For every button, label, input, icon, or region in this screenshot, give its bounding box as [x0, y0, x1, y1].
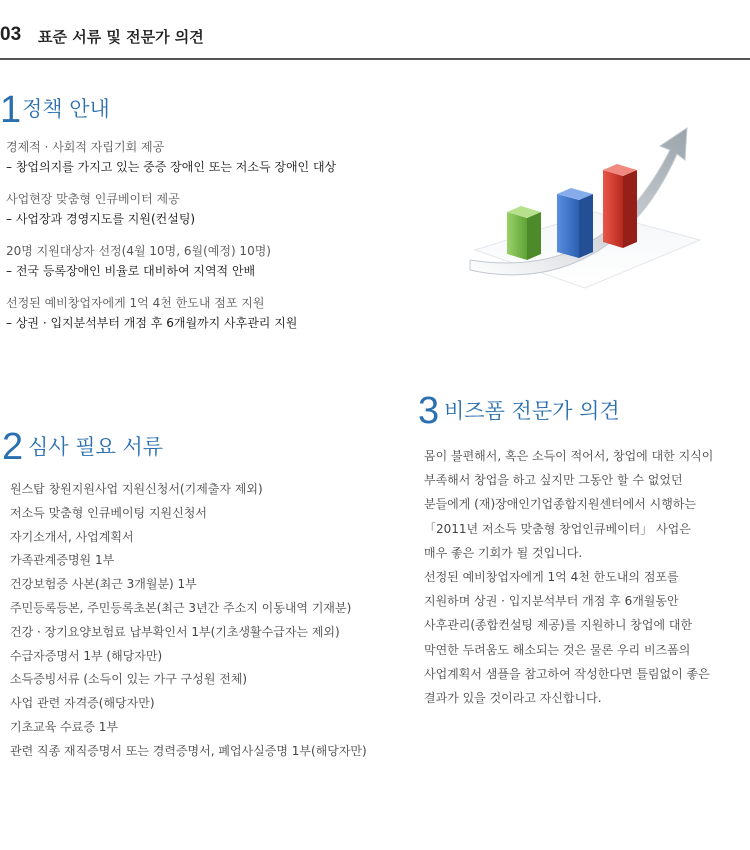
document-item: 수급자증명서 1부 (해당자만)	[10, 648, 163, 663]
header-number: 03	[0, 24, 22, 45]
section2-number: 2	[2, 426, 24, 468]
policy-item-detail: – 창업의지를 가지고 있는 중증 장애인 또는 저소득 장애인 대상	[6, 160, 337, 174]
opinion-line: 「2011년 저소득 맞춤형 창업인큐베이터」 사업은	[424, 521, 691, 536]
opinion-line: 결과가 있을 것이라고 자신합니다.	[424, 691, 602, 706]
opinion-line: 부족해서 창업을 하고 싶지만 그동안 할 수 없었던	[424, 473, 683, 488]
growth-chart-illustration	[465, 120, 705, 295]
section2-title: 심사 필요 서류	[28, 435, 164, 459]
section1-number: 1	[0, 89, 22, 131]
opinion-line: 몸이 불편해서, 혹은 소득이 적어서, 창업에 대한 지식이	[424, 449, 714, 463]
expert-opinion-text	[424, 444, 744, 710]
policy-list	[6, 137, 426, 345]
section3-title: 비즈폼 전문가 의견	[444, 399, 620, 423]
policy-item	[6, 189, 426, 229]
document-item: 자기소개서, 사업계획서	[10, 529, 134, 544]
growth-arrow-icon	[465, 120, 705, 295]
policy-item-detail: – 상권 · 입지분석부터 개점 후 6개월까지 사후관리 지원	[6, 316, 298, 330]
page-header	[0, 0, 750, 60]
opinion-line: 분들에게 (재)장애인기업종합지원센터에서 시행하는	[424, 497, 697, 512]
policy-item-head: 선정된 예비창업자에게 1억 4천 한도내 점포 지원	[6, 296, 265, 310]
policy-item	[6, 137, 426, 177]
policy-item-detail: – 사업장과 경영지도를 지원(컨설팅)	[6, 212, 196, 226]
policy-item-head: 20명 지원대상자 선정(4월 10명, 6월(예정) 10명)	[6, 244, 271, 258]
document-item: 원스탑 창원지원사업 지원신청서(기제출자 제외)	[10, 482, 263, 496]
document-item: 건강보험증 사본(최근 3개월분) 1부	[10, 577, 197, 592]
policy-item	[6, 241, 426, 281]
document-item: 기초교육 수료증 1부	[10, 719, 119, 734]
document-item: 소득증빙서류 (소득이 있는 가구 구성원 전체)	[10, 672, 248, 687]
opinion-line: 사업계획서 샘플을 참고하여 작성한다면 틀림없이 좋은	[424, 666, 710, 681]
section1-title: 정책 안내	[22, 97, 110, 121]
policy-item-head: 사업현장 맞춤형 인큐베이터 제공	[6, 192, 180, 206]
opinion-line: 지원하며 상권 · 입지분석부터 개점 후 6개월동안	[424, 594, 679, 609]
header-title: 표준 서류 및 전문가 의견	[38, 28, 204, 46]
policy-item-detail: – 전국 등록장애인 비율로 대비하여 지역적 안배	[6, 264, 256, 278]
document-item: 저소득 맞춤형 인큐베이팅 지원신청서	[10, 505, 207, 520]
document-item: 건강 · 장기요양보험료 납부확인서 1부(기초생활수급자는 제외)	[10, 624, 340, 639]
document-item: 주민등록등본, 주민등록초본(최근 3년간 주소지 이동내역 기재분)	[10, 600, 352, 615]
opinion-line: 사후관리(종합컨설팅 제공)를 지원하니 창업에 대한	[424, 618, 693, 633]
document-item: 사업 관련 자격증(해당자만)	[10, 696, 155, 711]
opinion-line: 선정된 예비창업자에게 1억 4천 한도내의 점포를	[424, 570, 679, 585]
policy-item-head: 경제적 · 사회적 자립기회 제공	[6, 140, 165, 154]
document-item: 가족관계증명원 1부	[10, 553, 115, 568]
opinion-line: 매우 좋은 기회가 될 것입니다.	[424, 545, 583, 560]
required-documents-list	[10, 478, 410, 764]
document-item: 관련 직종 재직증명서 또는 경력증명서, 폐업사실증명 1부(해당자만)	[10, 743, 367, 758]
opinion-line: 막연한 두려움도 해소되는 것은 물론 우리 비즈폼의	[424, 642, 691, 657]
section3-number: 3	[418, 390, 440, 432]
policy-item	[6, 293, 426, 333]
